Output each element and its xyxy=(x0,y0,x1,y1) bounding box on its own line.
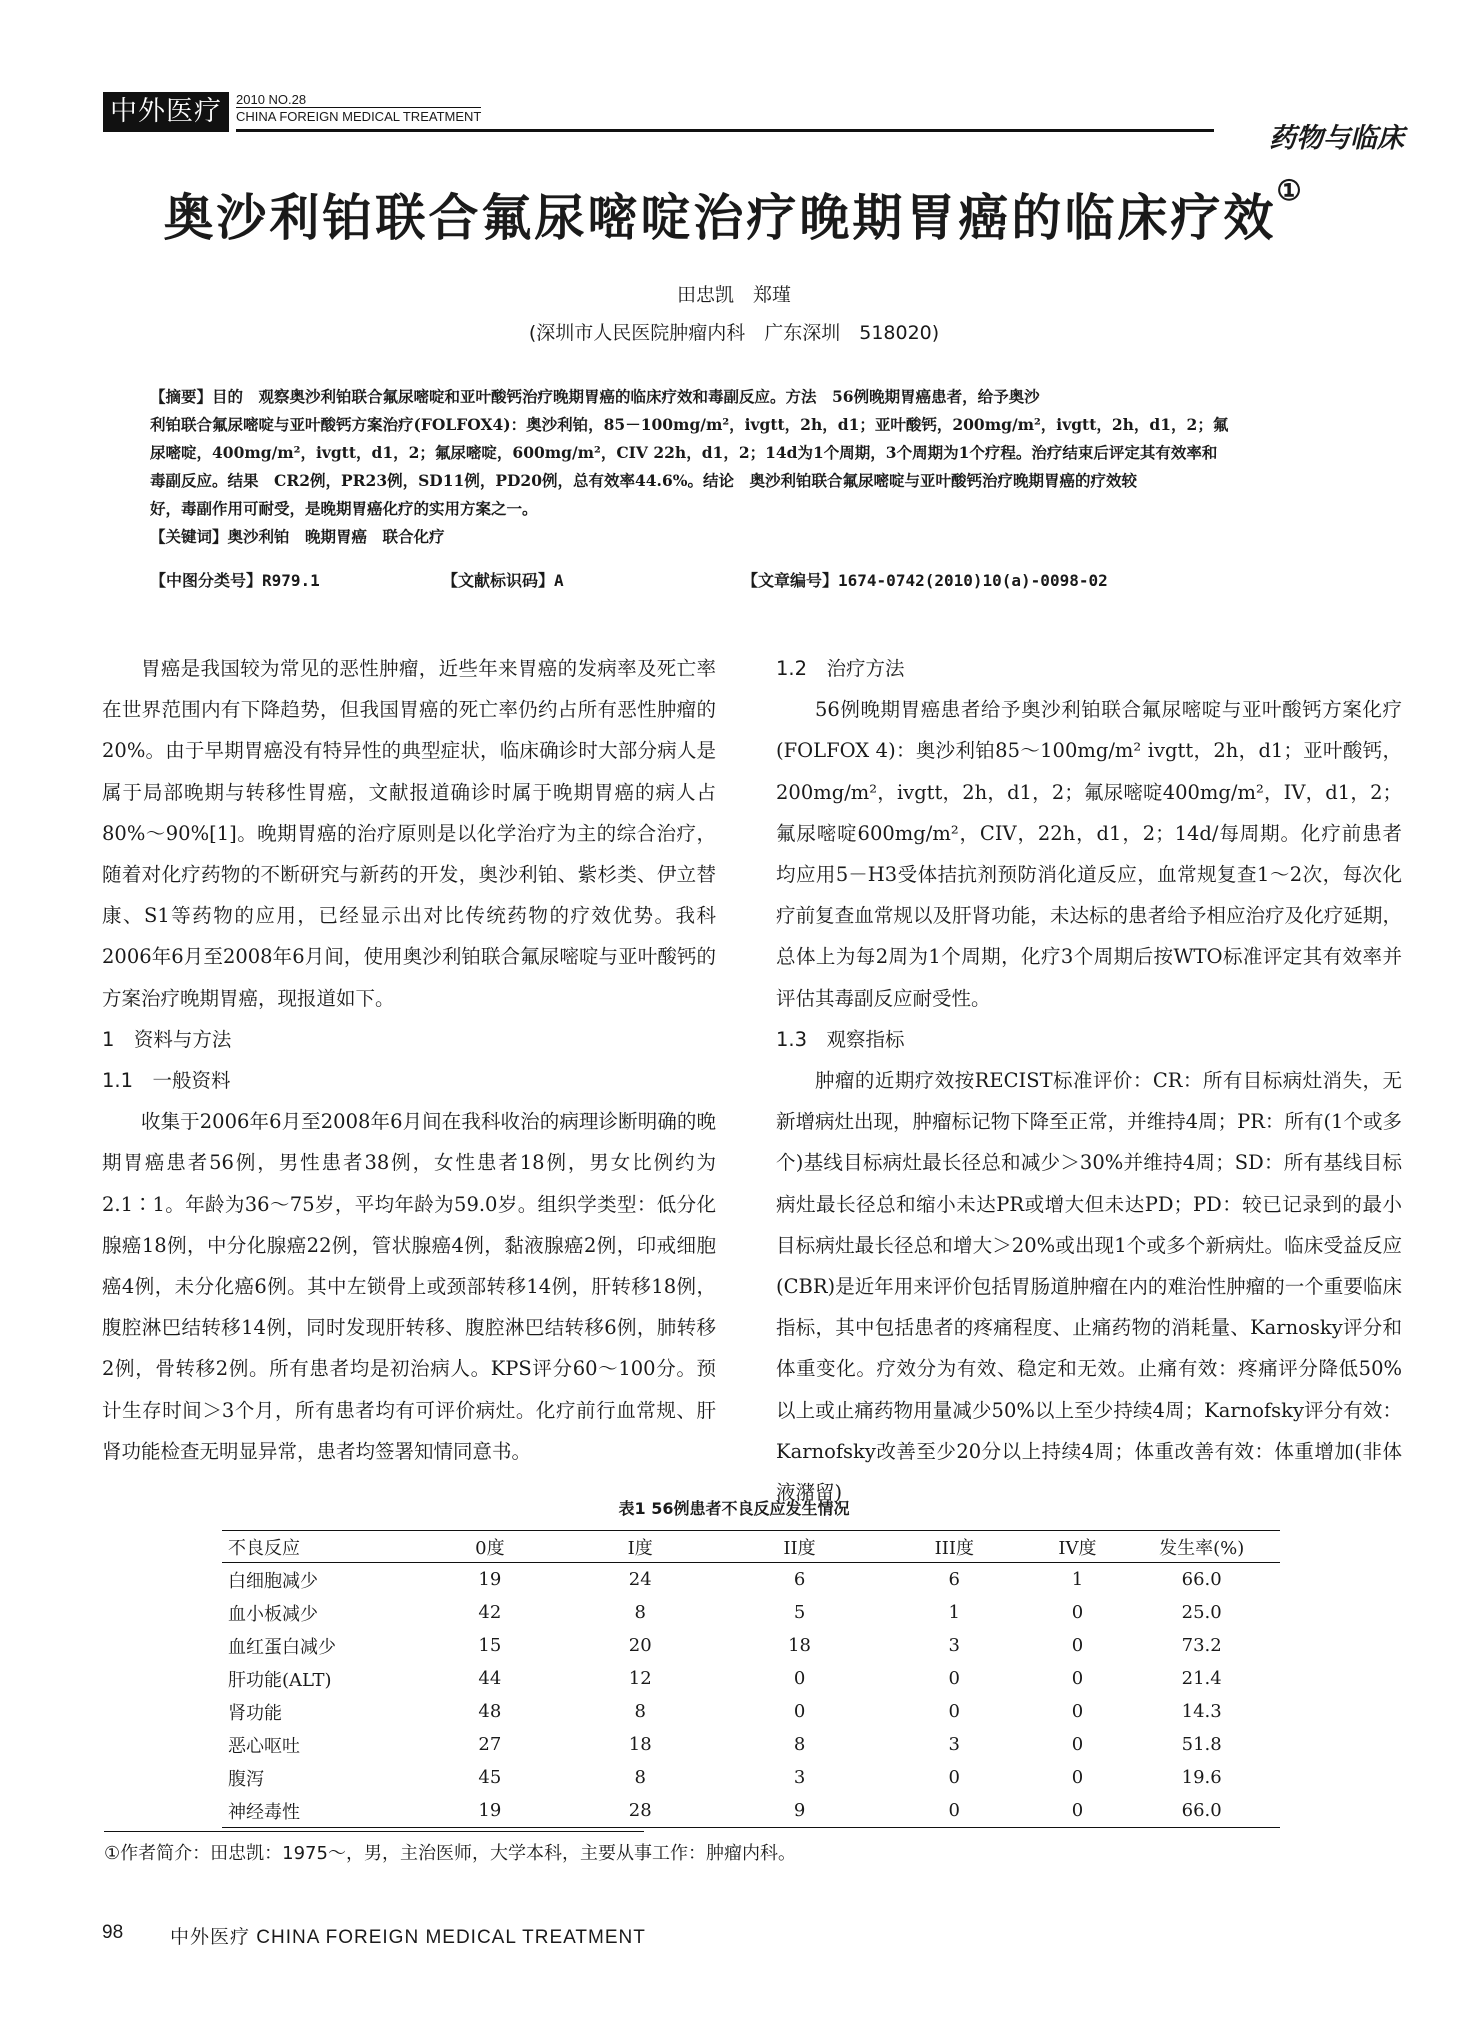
table-cell: 1 xyxy=(1071,1569,1084,1590)
table-cell: 20 xyxy=(628,1635,652,1656)
table-cell: 0 xyxy=(1032,1794,1124,1828)
table-row xyxy=(222,1596,1280,1629)
table-cell: 8 xyxy=(634,1602,646,1623)
table-cell: 3 xyxy=(793,1767,806,1788)
table-header-cell: 0度 xyxy=(421,1531,558,1563)
table-header-cell: IV度 xyxy=(1032,1531,1124,1563)
keywords-line xyxy=(150,523,1375,551)
table-cell: 3 xyxy=(948,1734,960,1755)
table-cell: 0 xyxy=(877,1794,1032,1828)
table-cell: 19 xyxy=(421,1794,558,1828)
issue-label: 2010 NO.28 xyxy=(236,92,307,107)
article-number: 【文章编号】1674-0742(2010)10(a)-0098-02 xyxy=(742,571,1108,590)
table-cell: 0 xyxy=(1071,1602,1084,1623)
table-row-label: 肝功能(ALT) xyxy=(228,1669,332,1691)
table-header-cell: II度 xyxy=(722,1531,877,1563)
abstract xyxy=(150,383,1375,551)
section-name: 药物与临床 xyxy=(1269,123,1404,154)
paper-title-text: 奥沙利铂联合氟尿嘧啶治疗晚期胃癌的临床疗效 xyxy=(163,188,1277,247)
table-cell: 45 xyxy=(478,1767,502,1788)
affiliation: (深圳市人民医院肿瘤内科 广东深圳 518020) xyxy=(528,322,940,344)
table-cell: 0 xyxy=(1071,1668,1084,1689)
table-cell: 0 xyxy=(1071,1635,1084,1656)
table-cell: 51.8 xyxy=(1181,1734,1222,1755)
table-cell: 48 xyxy=(478,1701,502,1722)
abstract-line: 利铂联合氟尿嘧啶与亚叶酸钙方案治疗(FOLFOX4)：奥沙利铂，85－100mg/m²，ivgtt，2h，d1；亚叶酸钙，200mg/m²，ivgtt，2h，d1，2；氟 xyxy=(150,415,1229,434)
table-cell: 0 xyxy=(1071,1767,1084,1788)
table-row-label: 血小板减少 xyxy=(228,1603,318,1625)
table-cell: 8 xyxy=(634,1701,646,1722)
table-cell: 8 xyxy=(793,1734,806,1755)
keywords: 奥沙利铂 晚期胃癌 联合化疗 xyxy=(227,527,445,546)
paper-title xyxy=(100,174,1368,250)
table-header-row xyxy=(222,1531,1280,1563)
table-cell: 8 xyxy=(634,1767,646,1788)
abstract-line: 尿嘧啶，400mg/m²，ivgtt，d1，2；氟尿嘧啶，600mg/m²，CIV 22h，d1，2；14d为1个周期，3个周期为1个疗程。治疗结束后评定其有效率和 xyxy=(150,443,1218,462)
header-rule xyxy=(236,129,1214,132)
table-cell: 66.0 xyxy=(1181,1569,1222,1590)
table-header-cell: 不良反应 xyxy=(222,1531,421,1563)
table-row xyxy=(222,1728,1280,1761)
keywords-label: 【关键词】 xyxy=(150,528,228,546)
author-footnote: ①作者简介：田忠凯：1975～，男，主治医师，大学本科，主要从事工作：肿瘤内科。 xyxy=(104,1843,796,1864)
table-cell: 14.3 xyxy=(1181,1701,1222,1722)
body-paragraph: 56例晚期胃癌患者给予奥沙利铂联合氟尿嘧啶与亚叶酸钙方案化疗(FOLFOX 4)：奥沙利铂85～100mg/m² ivgtt，2h，d1；亚叶酸钙，200mg/m²，ivgtt，2h，d1，2；氟尿嘧啶400mg/m²，IV，d1，2；氟尿嘧啶600mg/m²，CIV，22h，d1，2；14d/每周期。化疗前患者均应用5－H3受体拮抗剂预防消化道反应，血常规复查1～2次，每次化疗前复查血常规以及肝肾功能，未达标的患者给予相应治疗及化疗延期，总体上为每2周为1个周期，化疗3个周期后按WTO标准评定其有效率并评估其毒副反应耐受性。 xyxy=(776,698,1402,1010)
table-cell: 9 xyxy=(722,1794,877,1828)
table-cell: 0 xyxy=(1071,1701,1084,1722)
body-paragraph: 胃癌是我国较为常见的恶性肿瘤，近些年来胃癌的发病率及死亡率在世界范围内有下降趋势，但我国胃癌的死亡率仍约占所有恶性肿瘤的20%。由于早期胃癌没有特异性的典型症状，临床确诊时大部分病人是属于局部晚期与转移性胃癌，文献报道确诊时属于晚期胃癌的病人占80%～90%[1]。晚期胃癌的治疗原则是以化学治疗为主的综合治疗，随着对化疗药物的不断研究与新药的开发，奥沙利铂、紫杉类、伊立替康、S1等药物的应用，已经显示出对比传统药物的疗效优势。我科2006年6月至2008年6月间，使用奥沙利铂联合氟尿嘧啶与亚叶酸钙的方案治疗晚期胃癌，现报道如下。 xyxy=(102,657,716,1010)
table-row-label: 恶心呕吐 xyxy=(228,1735,300,1757)
table-header-cell: III度 xyxy=(877,1531,1032,1563)
table-cell: 1 xyxy=(948,1602,960,1623)
document-code: 【文献标识码】A xyxy=(442,571,564,590)
body-paragraph: 收集于2006年6月至2008年6月间在我科收治的病理诊断明确的晚期胃癌患者56例，男性患者38例，女性患者18例，男女比例约为2.1∶1。年龄为36～75岁，平均年龄为59.0岁。组织学类型：低分化腺癌18例，中分化腺癌22例，管状腺癌4例，黏液腺癌2例，印戒细胞癌4例，未分化癌6例。其中左锁骨上或颈部转移14例，肝转移18例，腹腔淋巴结转移14例，同时发现肝转移、腹腔淋巴结转移6例，肺转移2例，骨转移2例。所有患者均是初治病人。KPS评分60～100分。预计生存时间＞3个月，所有患者均有可评价病灶。化疗前行血常规、肝肾功能检查无明显异常，患者均签署知情同意书。 xyxy=(102,1110,716,1463)
table-cell: 0 xyxy=(1071,1734,1084,1755)
table-cell: 0 xyxy=(793,1701,806,1722)
table-cell: 5 xyxy=(793,1602,806,1623)
author-list: 田忠凯 郑瑾 xyxy=(676,284,791,306)
table-cell: 42 xyxy=(478,1602,502,1623)
abstract-label: 【摘要】 xyxy=(150,388,213,406)
section-heading: 1.1 一般资料 xyxy=(102,1069,231,1093)
table-cell: 25.0 xyxy=(1181,1602,1222,1623)
table-row xyxy=(222,1563,1280,1597)
table-cell: 27 xyxy=(478,1734,502,1755)
table-cell: 0 xyxy=(793,1668,806,1689)
table-row-label: 肾功能 xyxy=(228,1702,282,1724)
table-row-label: 神经毒性 xyxy=(222,1794,421,1828)
title-footnote-mark: ① xyxy=(1276,174,1305,207)
journal-english-name: CHINA FOREIGN MEDICAL TREATMENT xyxy=(236,109,482,124)
journal-logo: 中外医疗 xyxy=(103,92,229,132)
table-cell: 12 xyxy=(628,1668,652,1689)
table-row-label: 白细胞减少 xyxy=(228,1570,318,1592)
section-heading: 1.2 治疗方法 xyxy=(776,657,905,680)
table-cell: 66.0 xyxy=(1123,1794,1280,1828)
table-cell: 44 xyxy=(478,1668,502,1689)
table-cell: 24 xyxy=(628,1569,652,1590)
table-cell: 21.4 xyxy=(1181,1668,1222,1689)
table-cell: 3 xyxy=(948,1635,960,1656)
table-cell: 19.6 xyxy=(1181,1767,1222,1788)
table-cell: 6 xyxy=(793,1569,806,1590)
footnote-rule xyxy=(104,1831,644,1832)
footer-journal-name: 中外医疗 CHINA FOREIGN MEDICAL TREATMENT xyxy=(170,1927,646,1948)
table-header-cell: I度 xyxy=(558,1531,722,1563)
abstract-line: 好，毒副作用可耐受，是晚期胃癌化疗的实用方案之一。 xyxy=(150,499,538,518)
body-paragraph: 肿瘤的近期疗效按RECIST标准评价：CR：所有目标病灶消失，无新增病灶出现，肿瘤标记物下降至正常，并维持4周；PR：所有(1个或多个)基线目标病灶最长径总和减少＞30%并维持4周；SD：所有基线目标病灶最长径总和缩小未达PR或增大但未达PD；PD：较已记录到的最小目标病灶最长径总和增大＞20%或出现1个或多个新病灶。临床受益反应(CBR)是近年用来评价包括胃肠道肿瘤在内的难治性肿瘤的一个重要临床指标，其中包括患者的疼痛程度、止痛药物的消耗量、Karnosky评分和体重变化。疗效分为有效、稳定和无效。止痛有效：疼痛评分降低50%以上或止痛药物用量减少50%以上至少持续4周；Karnofsky评分有效：Karnofsky改善至少20分以上持续4周；体重改善有效：体重增加(非体液潴留) xyxy=(776,1069,1402,1505)
table-caption: 表1 56例患者不良反应发生情况 xyxy=(618,1499,850,1518)
table-row xyxy=(222,1794,1280,1828)
table-cell: 15 xyxy=(478,1635,502,1656)
adverse-reaction-table xyxy=(222,1530,1280,1828)
section-heading: 1 资料与方法 xyxy=(102,1027,232,1051)
table-row-label: 腹泻 xyxy=(228,1768,264,1790)
abstract-line: 【摘要】目的 观察奥沙利铂联合氟尿嘧啶和亚叶酸钙治疗晚期胃癌的临床疗效和毒副反应。方法 56例晚期胃癌患者，给予奥沙 xyxy=(150,387,1040,406)
table-row-label: 血红蛋白减少 xyxy=(228,1636,336,1658)
table-header-cell: 发生率(%) xyxy=(1123,1531,1280,1563)
table-row xyxy=(222,1761,1280,1794)
table-cell: 73.2 xyxy=(1181,1635,1222,1656)
table-cell: 18 xyxy=(788,1635,811,1656)
section-heading: 1.3 观察指标 xyxy=(776,1027,905,1051)
clc-code: 【中图分类号】R979.1 xyxy=(150,571,320,590)
table-row xyxy=(222,1662,1280,1695)
right-column xyxy=(776,648,1402,1513)
table-cell: 18 xyxy=(628,1734,652,1755)
table-cell: 28 xyxy=(558,1794,722,1828)
table-cell: 19 xyxy=(478,1569,502,1590)
abstract-line: 毒副反应。结果 CR2例，PR23例，SD11例，PD20例，总有效率44.6%。结论 奥沙利铂联合氟尿嘧啶与亚叶酸钙治疗晚期胃癌的疗效较 xyxy=(150,471,1137,490)
page-number: 98 xyxy=(102,1922,124,1943)
table-row xyxy=(222,1695,1280,1728)
left-column xyxy=(102,648,716,1472)
table-cell: 0 xyxy=(948,1701,960,1722)
table-row xyxy=(222,1629,1280,1662)
table-cell: 0 xyxy=(948,1767,960,1788)
table-cell: 6 xyxy=(948,1569,960,1590)
table-cell: 0 xyxy=(948,1668,960,1689)
